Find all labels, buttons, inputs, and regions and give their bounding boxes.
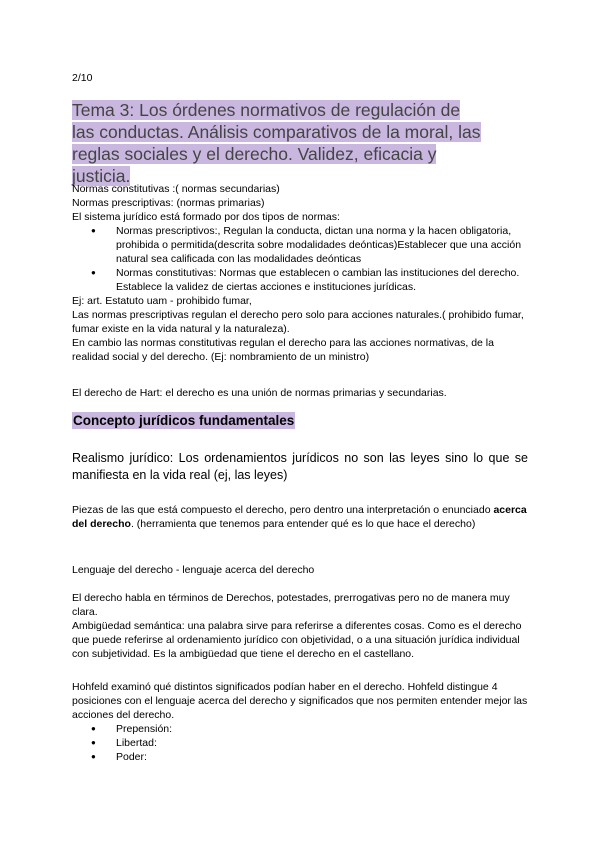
paragraph: En cambio las normas constitutivas regulan el derecho para las acciones normativas, de la realidad social y del derecho. (Ej: nombramiento de un ministro) (72, 337, 494, 363)
paragraph: El derecho habla en términos de Derechos, potestades, prerrogativas pero no de manera muy clara. (72, 592, 510, 618)
page-number: 2/10 (72, 72, 93, 84)
title-highlight: Tema 3: Los órdenes normativos de regulación de las conductas. Análisis comparativos de la moral, las reglas sociales y el derecho. Validez, eficacia y justicia. (72, 100, 481, 186)
text-line: Normas prescriptivas: (normas primarias) (72, 197, 265, 209)
text-line: Ej: art. Estatuto uam - prohibido fumar, (72, 295, 252, 307)
hart-paragraph: El derecho de Hart: el derecho es una unión de normas primarias y secundarias. (72, 387, 447, 399)
hohfeld-list (72, 722, 528, 764)
piezas-paragraph (72, 503, 528, 531)
heading-highlight: Concepto jurídicos fundamentales (73, 413, 295, 428)
paragraph: Las normas prescriptivas regulan el derecho pero solo para acciones naturales.( prohibido fumar, fumar existe en la vida natural y la naturaleza). (72, 309, 524, 335)
list-item: ● Prepensión: (106, 722, 528, 736)
list-item: ● Libertad: (106, 736, 528, 750)
list-item: ● Poder: (106, 750, 528, 764)
normas-section (72, 182, 528, 364)
lenguaje-line: Lenguaje del derecho - lenguaje acerca del derecho (72, 564, 315, 576)
habla-section (72, 591, 528, 661)
piezas-bold: acerca del derecho (72, 504, 527, 530)
piezas-text-end: . (herramienta que tenemos para entender qué es lo que hace el derecho) (130, 518, 476, 530)
normas-list (72, 224, 528, 294)
paragraph: Ambigüedad semántica: una palabra sirve para referirse a diferentes cosas. Como es el derecho que puede referirse al ordenamiento jurídico con objetividad, o a una situación jurídica individual con subjetividad. Es la ambigüedad que tiene el derecho en el castellano. (72, 620, 522, 660)
section-heading (72, 413, 295, 428)
piezas-text: Piezas de las que está compuesto el derecho, pero dentro una interpretación o enunciado (72, 504, 494, 516)
list-item: ● Normas constitutivas: Normas que establecen o cambian las instituciones del derecho. Establece la validez de ciertas acciones e instituciones jurídicas. (106, 266, 528, 294)
text-line: Normas constitutivas :( normas secundarias) (72, 183, 280, 195)
page-title (72, 99, 482, 187)
hohfeld-section (72, 680, 528, 764)
realismo-paragraph: Realismo jurídico: Los ordenamientos jurídicos no son las leyes sino lo que se manifiesta en la vida real (ej, las leyes) (72, 451, 528, 482)
list-item: ● Normas prescriptivos:, Regulan la conducta, dictan una norma y la hacen obligatoria, prohibida o permitida(descrita sobre modalidades deónticas)Establecer que una acción natural sea calificada con las modalidades deónticas (106, 224, 528, 266)
text-line: El sistema jurídico está formado por dos tipos de normas: (72, 211, 340, 223)
paragraph: Hohfeld examinó qué distintos significados podían haber en el derecho. Hohfeld distingue 4 posiciones con el lenguaje acerca del derecho y significados que nos permiten entender mejor las acciones del derecho. (72, 681, 528, 721)
